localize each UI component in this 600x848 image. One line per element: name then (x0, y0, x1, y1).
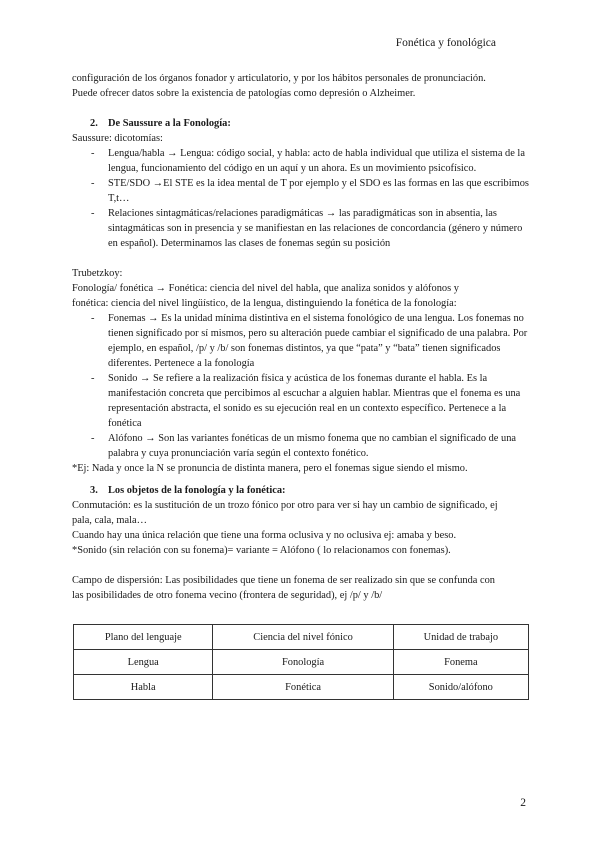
example-note: *Ej: Nada y once la N se pronuncia de distinta manera, pero el fonemas sigue siendo el mismo. (72, 463, 468, 474)
saussure-subtitle: Saussure: dicotomías: (72, 133, 163, 144)
oclusiva-line: Cuando hay una única relación que tiene una forma oclusiva y no oclusiva ej: amaba y beso. (72, 530, 457, 541)
table-cell: Fonema (393, 650, 528, 675)
page-body (72, 71, 530, 700)
fonologia-line: fonética: ciencia del nivel lingüístico, de la lengua, distinguiendo la fonética de la fonología: (72, 298, 457, 309)
table-header-cell: Ciencia del nivel fónico (213, 625, 393, 650)
list-item: - Lengua/habla → Lengua: código social, y habla: acto de habla individual que utiliza el sistema de la lengua, funcionamiento del código en un aquí y un ahora. Es un movimiento psicofísico. (72, 146, 530, 176)
saussure-list (72, 146, 530, 251)
trubetzkoy-list (72, 311, 530, 461)
list-item: - STE/SDO →El STE es la idea mental de T por ejemplo y el SDO es las formas en las que escribimos T,t… (72, 176, 530, 206)
table-header-cell: Plano del lenguaje (74, 625, 213, 650)
fonologia-line: Fonología/ fonética → Fonética: ciencia del nivel del habla, que analiza sonidos y alófonos y (72, 283, 459, 294)
intro-line: configuración de los órganos fonador y articulatorio, y por los hábitos personales de pronunciación. (72, 73, 486, 84)
intro-line: Puede ofrecer datos sobre la existencia de patologías como depresión o Alzheimer. (72, 88, 416, 99)
list-item: - Alófono → Son las variantes fonéticas de un mismo fonema que no cambian el significado de una palabra y cuya pronunciación varía según el contexto fonético. (72, 431, 530, 461)
table-cell: Fonética (213, 675, 393, 700)
conmutacion-line: pala, cala, mala… (72, 515, 148, 526)
trubetzkoy-heading: Trubetzkoy: (72, 268, 123, 279)
list-item: - Fonemas → Es la unidad mínima distintiva en el sistema fonológico de una lengua. Los fonemas no tienen significado por sí mismos, pero su alteración puede cambiar el significado de una palabra. Por ejemplo, en español, /p/ y /b/ son fonemas distintos, ya que “pata” y “bata” tienen significados diferentes. Pertenece a la fonología (72, 311, 530, 371)
table-cell: Habla (74, 675, 213, 700)
campo-line: las posibilidades de otro fonema vecino (frontera de seguridad), ej /p/ y /b/ (72, 590, 383, 601)
section-2-title: 2. De Saussure a la Fonología: (90, 118, 231, 129)
conmutacion-line: Conmutación: es la sustitución de un trozo fónico por otro para ver si hay un cambio de significado, ej (72, 500, 498, 511)
table-cell: Sonido/alófono (393, 675, 528, 700)
list-item: - Relaciones sintagmáticas/relaciones paradigmáticas → las paradigmáticas son in absentia, las sintagmáticas son in presencia y se manifiestan en las relaciones de concordancia (género y número en español). Determinamos las clases de fonemas según su posición (72, 206, 530, 251)
table-cell: Fonología (213, 650, 393, 675)
table-row (74, 650, 529, 675)
page-number: 2 (520, 797, 526, 809)
list-item: - Sonido → Se refiere a la realización física y acústica de los fonemas durante el habla. Es la manifestación concreta que percibimos al escuchar a alguien hablar. Mientras que el fonema es una representación abstracta, el sonido es su ejecución real en un contexto específico. Pertenece a la fonética (72, 371, 530, 431)
section-3-title: 3. Los objetos de la fonología y la fonética: (90, 485, 286, 496)
summary-table (73, 624, 529, 700)
table-row (74, 675, 529, 700)
campo-line: Campo de dispersión: Las posibilidades que tiene un fonema de ser realizado sin que se confunda con (72, 575, 496, 586)
sonido-note: *Sonido (sin relación con su fonema)= variante = Alófono ( lo relacionamos con fonemas). (72, 545, 451, 556)
running-header: Fonética y fonológica (395, 37, 496, 49)
table-cell: Lengua (74, 650, 213, 675)
table-header-row (74, 625, 529, 650)
table-header-cell: Unidad de trabajo (393, 625, 528, 650)
